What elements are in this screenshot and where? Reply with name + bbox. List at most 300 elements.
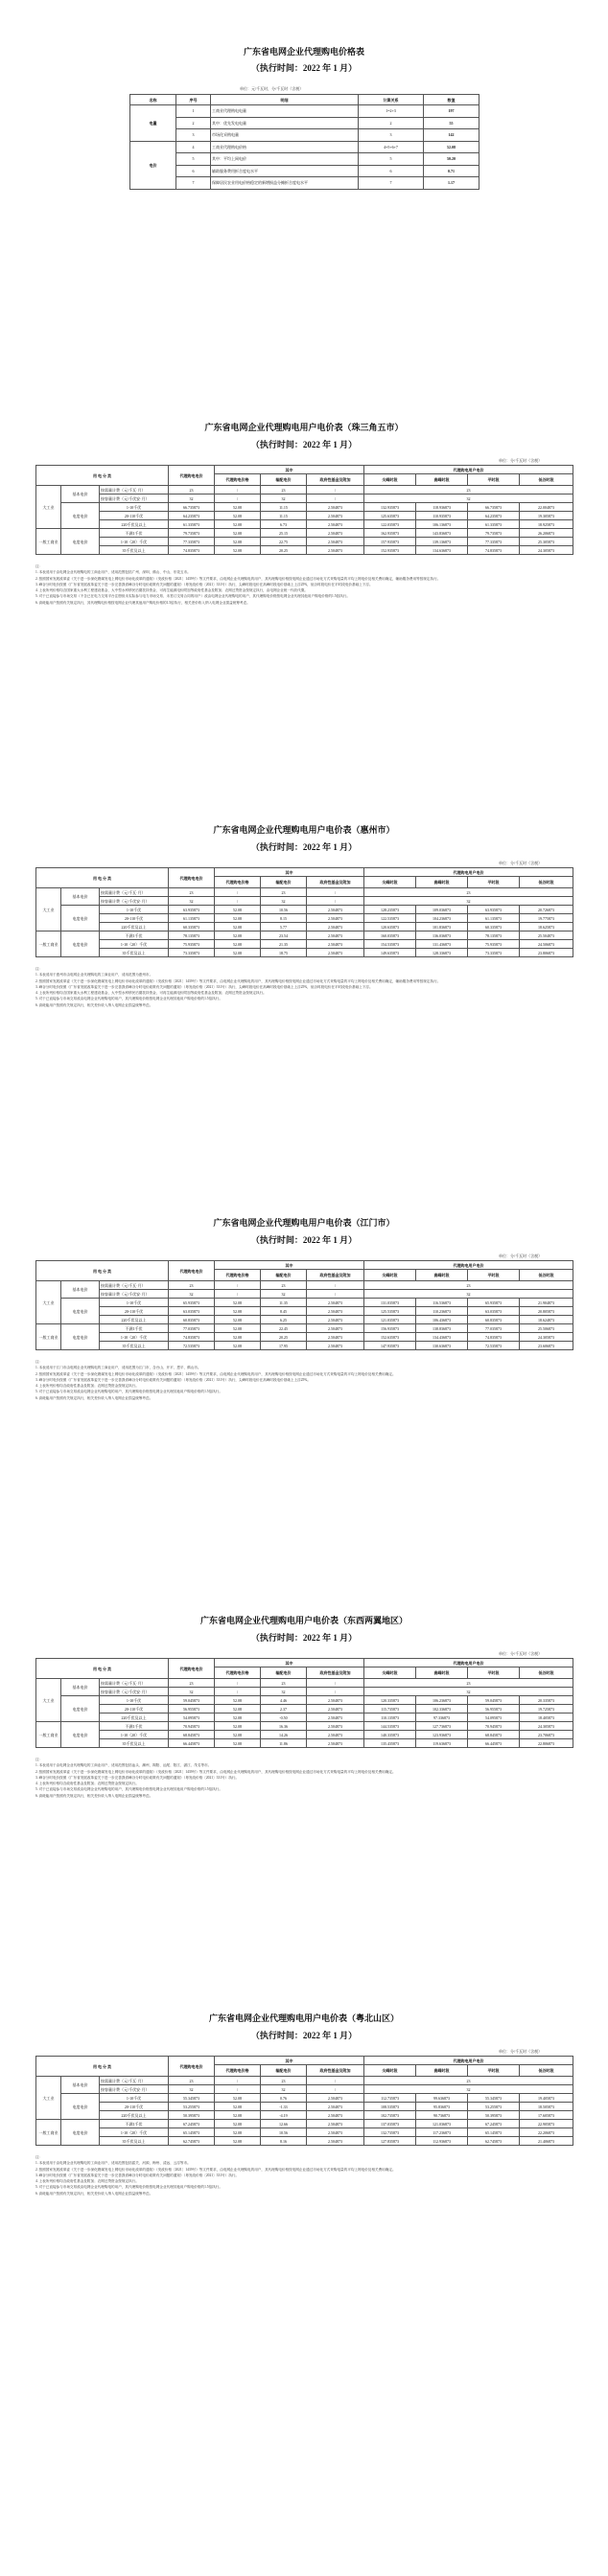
table-cell: /	[307, 494, 364, 503]
table-cell: 55.345873	[468, 2094, 520, 2103]
table-row	[36, 2077, 573, 2085]
table-cell: 132.735873	[364, 2128, 416, 2137]
table-cell: 138.836873	[416, 1324, 468, 1333]
header-cell: 其中	[215, 2057, 364, 2065]
table-cell: 2.504873	[307, 940, 364, 949]
table-cell: 73.335873	[169, 949, 215, 957]
table-row	[36, 1316, 573, 1324]
table-cell: 2.504873	[307, 1731, 364, 1739]
table-cell: 8.16	[261, 2137, 307, 2146]
table-cell: 22.206873	[520, 2128, 573, 2137]
table-subtitle: （执行时间：2022 年 1 月）	[250, 440, 358, 449]
table-cell: 1-10（20）千伏	[100, 1333, 169, 1342]
table-cell: 32	[261, 1290, 307, 1299]
category-cell: 一般工商业	[36, 2120, 61, 2146]
table-cell: 52.08	[215, 1316, 261, 1324]
table-cell: 2.504873	[307, 1324, 364, 1333]
table-cell: 按需量计费（元/千瓦·月）	[100, 1281, 169, 1290]
table-cell: 64.235873	[169, 512, 215, 520]
table-cell: 67.245873	[169, 2120, 215, 2128]
table-cell: 2.504873	[307, 1722, 364, 1731]
header-cell: 明细	[211, 95, 359, 105]
header-cell: 其中	[215, 466, 364, 474]
table-cell: 2.504873	[307, 2120, 364, 2128]
table-cell: 8.15	[261, 914, 307, 923]
table-cell: 21.904873	[520, 1299, 573, 1307]
table-cell: 20-110千伏	[100, 512, 169, 520]
sub-category-cell: 电度电价	[61, 1324, 100, 1350]
note-line: 2. 按照国家发展改革委《关于进一步深化燃煤发电上网电价市场化改革的通知》（发改价格〔2021〕1439号）等文件要求，由电网企业代理购电的用户，其代理购电价格按电网企业通过市场化方式采购电量的平均上网电价及相关费用确定，辅助服务费用等按规定执行。	[35, 576, 441, 581]
table-cell: 24.506873	[520, 940, 573, 949]
table-cell: 127.835873	[364, 2137, 416, 2146]
table-cell: 2.504873	[307, 546, 364, 555]
table-cell: 55	[424, 117, 479, 129]
table-cell: 按容量计费（元/千伏安·月）	[100, 2085, 169, 2094]
table-cell: 77.335873	[169, 538, 215, 546]
note-line: 6. 高耗能用户按照有关规定执行，相关差价收入纳入电网企业损益统筹考虑。	[35, 1395, 153, 1400]
header-cell: 输配电价	[261, 1668, 307, 1679]
table-cell: 78.135873	[468, 932, 520, 940]
table-cell: 其中：优先发电电量	[211, 117, 359, 129]
table-cell: 2.504873	[307, 1714, 364, 1722]
header-cell: 代理购电价格	[215, 1668, 261, 1679]
note-line: 6. 高耗能用户按照有关规定执行，相关差价收入纳入电网企业损益统筹考虑。	[35, 1793, 153, 1798]
table-row	[36, 1290, 573, 1299]
table-cell: -4.19	[261, 2111, 307, 2120]
table-cell: 1-10（20）千伏	[100, 940, 169, 949]
table-cell: 35千伏及以上	[100, 1739, 169, 1748]
table-notes	[35, 1359, 573, 1401]
table-notes	[35, 966, 573, 1008]
table-cell: 131.035873	[364, 1299, 416, 1307]
table-cell: 135.435873	[364, 1739, 416, 1748]
table-cell: 2.504873	[307, 1307, 364, 1316]
table-cell: 0.71	[424, 165, 479, 177]
table-cell: 6	[359, 165, 424, 177]
table-cell: 5	[176, 153, 211, 166]
table-cell: 32	[169, 1688, 215, 1696]
table-cell: 75.935873	[468, 940, 520, 949]
table-cell: 63.035873	[468, 1307, 520, 1316]
table-cell: 2	[359, 117, 424, 129]
note-line: 6. 高耗能用户按照有关规定执行，相关差价收入纳入电网企业损益统筹考虑。	[35, 2191, 153, 2196]
header-cell: 其中	[215, 868, 364, 877]
table-cell: 20.805873	[520, 1307, 573, 1316]
header-cell: 高峰时段	[416, 474, 468, 486]
table-cell: 23	[261, 2077, 307, 2085]
header-cell: 政府性基金及附加	[307, 1668, 364, 1679]
note-line: 3. 峰谷分时电价按照《广东省发展改革委关于进一步完善我省峰谷分时电价政策有关问题的通知》（粤发改价格〔2021〕331号）执行，尖峰时段电价在高峰时段电价基础上上浮25%。	[35, 1377, 311, 1382]
table-notes	[35, 564, 573, 606]
sub-category-cell: 基本电价	[61, 1679, 100, 1696]
table-cell: /	[307, 1679, 364, 1688]
table-cell: 1.17	[424, 177, 479, 190]
table-cell: /	[215, 2085, 261, 2094]
table-cell: 74.835873	[468, 546, 520, 555]
table-cell: 23.806873	[520, 949, 573, 957]
sub-category-cell: 电度电价	[61, 2094, 100, 2120]
table-cell: 66.735873	[169, 503, 215, 512]
table-row	[36, 1739, 573, 1748]
table-cell: 142	[424, 129, 479, 142]
table-cell: -1.33	[261, 2103, 307, 2111]
header-cell: 输配电价	[261, 877, 307, 888]
table-cell: 20.25	[261, 1333, 307, 1342]
table-cell: 75.935873	[169, 940, 215, 949]
table-cell: 220千伏及以上	[100, 2111, 169, 2120]
table-cell: 2.504873	[307, 1696, 364, 1705]
table-cell: 106.236873	[416, 1696, 468, 1705]
table-cell: 160.035873	[364, 932, 416, 940]
table-cell: 2.504873	[307, 914, 364, 923]
table-cell: 不满1千伏	[100, 2120, 169, 2128]
sub-category-cell: 电度电价	[61, 529, 100, 555]
header-cell: 代理购电电价	[169, 1659, 215, 1679]
table-cell: 121.036873	[416, 2120, 468, 2128]
table-cell: /	[215, 897, 261, 906]
table-cell: 60.335873	[169, 923, 215, 932]
table-cell: 127.736873	[416, 1722, 468, 1731]
table-cell: 157.935873	[364, 538, 416, 546]
note-line: 注：	[35, 2155, 43, 2159]
table-cell: 2.504873	[307, 520, 364, 529]
table-cell: 152.935873	[364, 546, 416, 555]
note-line: 2. 按照国家发展改革委《关于进一步深化燃煤发电上网电价市场化改革的通知》（发改价格〔2021〕1439号）等文件要求，由电网企业代理购电的用户，其代理购电价格按电网企业通过市场化方式采购电量的平均上网电价及相关费用确定。	[35, 1769, 396, 1774]
sub-category-cell: 电度电价	[61, 1696, 100, 1722]
table-row	[36, 2094, 573, 2103]
table-cell: 2.504873	[307, 1705, 364, 1714]
note-line: 4. 上表所列价格均含政府性基金及附加；农网还贷资金按规定执行。	[35, 2179, 139, 2184]
header-cell: 用 电 分 类	[36, 1261, 169, 1281]
table-cell: 11.15	[261, 503, 307, 512]
table-row	[130, 177, 479, 190]
table-cell: 3	[359, 129, 424, 142]
table-cell: 73.335873	[468, 949, 520, 957]
sub-category-cell: 电度电价	[61, 1299, 100, 1324]
table-cell: 117.236873	[416, 2128, 468, 2137]
table-row	[36, 1679, 573, 1688]
table-row	[36, 2128, 573, 2137]
table-cell: 23	[261, 486, 307, 494]
table-cell: 123.936873	[416, 1731, 468, 1739]
table-cell: 50.395873	[468, 2111, 520, 2120]
table-cell: 52.08	[215, 2111, 261, 2120]
table-cell: 70.945873	[468, 1722, 520, 1731]
table-cell: 147.935873	[364, 1342, 416, 1350]
header-cell: 平时段	[468, 474, 520, 486]
table-cell: 2.504873	[307, 503, 364, 512]
group-label-price: 电价	[130, 141, 176, 189]
table-cell: 23	[261, 1281, 307, 1290]
table-cell: /	[307, 888, 364, 897]
table-cell: /	[307, 1290, 364, 1299]
table-cell: 102.735873	[364, 2111, 416, 2120]
table-cell: 52.08	[215, 932, 261, 940]
table-cell: 152.635873	[364, 1333, 416, 1342]
header-cell: 平时段	[468, 2065, 520, 2077]
table-row	[36, 2120, 573, 2128]
table-cell: 1=2+3	[359, 105, 424, 118]
table-cell: 23	[364, 888, 573, 897]
table-unit: 单位：分/千瓦时（含税）	[499, 1254, 543, 1258]
header-cell: 用 电 分 类	[36, 466, 169, 486]
table-unit: 单位：分/千瓦时（含税）	[499, 861, 543, 865]
table-title: 广东省电网企业代理购电用户电价表（珠三角五市）	[204, 423, 404, 432]
table-cell: 23	[364, 1281, 573, 1290]
group-label-quantity: 电量	[130, 105, 176, 142]
table-cell: 辅助服务费用折合度电水平	[211, 165, 359, 177]
sub-category-cell: 基本电价	[61, 486, 100, 503]
note-line: 3. 峰谷分时电价按照《广东省发展改革委关于进一步完善我省峰谷分时电价政策有关问题的通知》（粤发改价格〔2021〕331号）执行，尖峰时段电价在高峰时段电价基础上上浮25%，低谷时段电价在平时段电价基础上下浮。	[35, 984, 373, 989]
table-cell: 52.08	[215, 1731, 261, 1739]
table-cell: 95.836873	[416, 2103, 468, 2111]
table-cell: 56.955873	[468, 1705, 520, 1714]
table-row	[130, 153, 479, 166]
table-cell: 50.395873	[169, 2111, 215, 2120]
table-cell: /	[215, 494, 261, 503]
header-cell: 高峰时段	[416, 2065, 468, 2077]
table-cell: 74.835873	[169, 1333, 215, 1342]
table-row	[36, 1731, 573, 1739]
header-cell: 其中	[215, 1659, 364, 1668]
table-cell: 72.535873	[468, 1342, 520, 1350]
note-line: 4. 上表所列价格均含国家重大水利工程建设基金、大中型水库移民后期扶持资金、可再生能源电价附加等政府性基金及附加；农网还贷资金按规定执行，由电网企业统一代收代缴。	[35, 588, 308, 593]
table-cell: 61.135873	[468, 914, 520, 923]
table-cell: 144.535873	[364, 1722, 416, 1731]
header-cell: 尖峰时段	[364, 1668, 416, 1679]
table-cell: 131.436873	[416, 940, 468, 949]
table-cell: 按容量计费（元/千伏安·月）	[100, 494, 169, 503]
table-cell: 52.08	[215, 1696, 261, 1705]
table-cell: 79.735873	[468, 529, 520, 538]
table-cell: 52.08	[215, 1714, 261, 1722]
table-cell: 55.345873	[169, 2094, 215, 2103]
table-cell: 24.305873	[520, 546, 573, 555]
table-cell: 77.035873	[468, 1324, 520, 1333]
table-cell: 22.905873	[520, 2120, 573, 2128]
header-cell: 用 电 分 类	[36, 2057, 169, 2077]
table-cell: 99.636873	[416, 2094, 468, 2103]
table-cell: 2.504873	[307, 1316, 364, 1324]
table-cell: 130.636873	[416, 1342, 468, 1350]
table-cell: 工商业代理购电价格	[211, 141, 359, 153]
table-cell: 22.004873	[520, 503, 573, 512]
table-cell: 122.535873	[364, 914, 416, 923]
table-cell: 11.15	[261, 512, 307, 520]
table-row	[36, 1705, 573, 1714]
note-line: 6. 高耗能用户按照有关规定执行，相关差价收入纳入电网企业损益统筹考虑。	[35, 1002, 153, 1007]
note-line: 2. 按照国家发展改革委《关于进一步深化燃煤发电上网电价市场化改革的通知》（发改价格〔2021〕1439号）等文件要求，由电网企业代理购电的用户，其代理购电价格按电网企业通过市场化方式采购电量的平均上网电价及相关费用确定。	[35, 1371, 396, 1376]
table-cell: 52.08	[215, 546, 261, 555]
summary-subtitle: （执行时间：2022 年 1 月）	[250, 63, 358, 73]
sub-category-cell: 基本电价	[61, 1281, 100, 1299]
table-cell: 104.236873	[416, 914, 468, 923]
price-table	[35, 2056, 573, 2146]
table-cell: /	[215, 1679, 261, 1688]
table-cell: 52.08	[215, 1333, 261, 1342]
table-cell: 16.36	[261, 1722, 307, 1731]
table-cell: 按容量计费（元/千伏安·月）	[100, 1688, 169, 1696]
header-cell: 低谷时段	[520, 2065, 573, 2077]
table-cell: 53.255873	[169, 2103, 215, 2111]
table-row	[36, 906, 573, 914]
note-line: 5. 对于已直接参与市场交易（不含已在电力交易平台注册但未实际参与电力市场交易、未签订交易合同的用户）改由电网企业代理购电的用户，其代理购电价格按电网企业代理其他用户购电价格的1.5倍执行。	[35, 594, 350, 599]
table-cell: 10.56	[261, 906, 307, 914]
table-cell: 10.56	[261, 2128, 307, 2137]
table-cell: 65.145873	[169, 2128, 215, 2137]
header-cell: 尖峰时段	[364, 1270, 416, 1281]
table-cell: 22.75	[261, 538, 307, 546]
table-cell: 23	[261, 1679, 307, 1688]
table-row	[130, 105, 479, 118]
table-row	[36, 520, 573, 529]
table-cell: 3	[176, 129, 211, 142]
table-cell: 11.35	[261, 1299, 307, 1307]
table-unit: 单位：分/千瓦时（含税）	[499, 458, 543, 463]
table-cell: 25.305873	[520, 538, 573, 546]
table-cell: 70.945873	[169, 1722, 215, 1731]
table-cell: 63.035873	[169, 1307, 215, 1316]
table-cell: 1-10千伏	[100, 503, 169, 512]
table-cell: 121.035873	[364, 1316, 416, 1324]
table-cell: /	[307, 2077, 364, 2085]
note-line: 注：	[35, 967, 43, 971]
table-cell: 79.735873	[169, 529, 215, 538]
table-subtitle: （执行时间：2022 年 1 月）	[250, 1235, 358, 1245]
table-cell: 56.955873	[169, 1705, 215, 1714]
table-cell: 23.706873	[520, 1731, 573, 1739]
note-line: 5. 对于已直接参与市场交易改由电网企业代理购电的用户，其代理购电价格按电网企业代理其他用户购电价格的1.5倍执行。	[35, 2185, 222, 2190]
header-cell: 平时段	[468, 877, 520, 888]
sub-category-cell: 电度电价	[61, 906, 100, 932]
table-cell: 120.335873	[364, 1696, 416, 1705]
note-line: 5. 对于已直接参与市场交易改由电网企业代理购电的用户，其代理购电价格按电网企业代理其他用户购电价格的1.5倍执行。	[35, 1787, 222, 1792]
table-cell: 66.445873	[169, 1739, 215, 1748]
table-cell: 52.08	[215, 2120, 261, 2128]
table-cell: 32	[364, 2085, 573, 2094]
header-cell: 代理购电价格	[215, 1270, 261, 1281]
table-cell: 112.936873	[416, 2137, 468, 2146]
table-cell: 156.935873	[364, 1324, 416, 1333]
table-row	[36, 538, 573, 546]
header-cell: 代理购电电价	[169, 1261, 215, 1281]
table-cell: 65.935873	[169, 1299, 215, 1307]
category-cell: 大工业	[36, 1679, 61, 1722]
table-cell: 7	[176, 177, 211, 190]
table-row	[36, 1722, 573, 1731]
table-cell: 72.535873	[169, 1342, 215, 1350]
table-cell: /	[307, 1281, 364, 1290]
table-cell: 2.504873	[307, 1299, 364, 1307]
table-notes	[35, 1757, 573, 1799]
table-cell: /	[215, 486, 261, 494]
table-cell: /	[215, 2077, 261, 2085]
table-cell: 2.504873	[307, 932, 364, 940]
table-cell: 134.636873	[416, 546, 468, 555]
note-line: 注：	[35, 564, 43, 568]
header-cell: 代理购电用户电价	[364, 2057, 573, 2065]
table-cell: 25.504873	[520, 932, 573, 940]
note-line: 2. 按照国家发展改革委《关于进一步深化燃煤发电上网电价市场化改革的通知》（发改价格〔2021〕1439号）等文件要求，由电网企业代理购电的用户，其代理购电价格按电网企业通过市场化方式采购电量的平均上网电价及相关费用确定，辅助服务费用等按规定执行。	[35, 978, 441, 983]
header-cell: 用 电 分 类	[36, 1659, 169, 1679]
table-cell: 1-10千伏	[100, 906, 169, 914]
table-cell: 60.835873	[468, 1316, 520, 1324]
table-cell: 54.095873	[169, 1714, 215, 1722]
table-cell: 115.735873	[364, 1705, 416, 1714]
header-cell: 政府性基金及附加	[307, 2065, 364, 2077]
table-cell: 2.504873	[307, 512, 364, 520]
table-cell: 2.37	[261, 1705, 307, 1714]
table-cell: 2.504873	[307, 2094, 364, 2103]
header-cell: 输配电价	[261, 1270, 307, 1281]
table-cell: 2.504873	[307, 1342, 364, 1350]
table-cell: 32	[169, 494, 215, 503]
table-cell: 按容量计费（元/千伏安·月）	[100, 897, 169, 906]
table-cell: 18.624873	[520, 1316, 573, 1324]
table-row	[36, 2085, 573, 2094]
table-row	[130, 165, 479, 177]
table-title: 广东省电网企业代理购电用户电价表（江门市）	[213, 1218, 395, 1228]
table-cell: 20-110千伏	[100, 2103, 169, 2111]
table-cell: 68.845873	[468, 1731, 520, 1739]
table-cell: 2.504873	[307, 923, 364, 932]
table-row	[130, 117, 479, 129]
table-cell: 17.95	[261, 1342, 307, 1350]
note-line: 注：	[35, 1360, 43, 1364]
table-cell: 116.536873	[416, 1299, 468, 1307]
table-cell: 78.135873	[169, 932, 215, 940]
table-cell: 119.636873	[416, 1739, 468, 1748]
table-cell: 52.08	[215, 1299, 261, 1307]
table-cell: 6.25	[261, 1316, 307, 1324]
table-cell: 137.035873	[364, 2120, 416, 2128]
table-cell: 21.406873	[520, 2137, 573, 2146]
table-cell: 23.606873	[520, 1342, 573, 1350]
table-cell: 32	[364, 494, 573, 503]
table-cell: 32	[364, 1688, 573, 1696]
table-cell: 32	[261, 1688, 307, 1696]
table-cell: 32	[364, 897, 573, 906]
table-cell: 1-10（20）千伏	[100, 538, 169, 546]
summary-title: 广东省电网企业代理购电价格表	[243, 47, 364, 57]
table-row	[36, 2103, 573, 2111]
header-cell: 数值	[424, 95, 479, 105]
table-cell: 132.935873	[364, 503, 416, 512]
table-row	[36, 486, 573, 494]
header-cell: 代理购电价格	[215, 474, 261, 486]
header-cell: 低谷时段	[520, 1668, 573, 1679]
table-cell: 35千伏及以上	[100, 2137, 169, 2146]
note-line: 2. 按照国家发展改革委《关于进一步深化燃煤发电上网电价市场化改革的通知》（发改价格〔2021〕1439号）等文件要求，由电网企业代理购电的用户，其代理购电价格按电网企业通过市场化方式采购电量的平均上网电价及相关费用确定。	[35, 2167, 396, 2172]
table-cell: 220千伏及以上	[100, 1316, 169, 1324]
summary-unit: 单位：元/千瓦时，分/千瓦时（含税）	[240, 86, 304, 91]
table-cell: 139.136873	[416, 538, 468, 546]
table-cell: 220千伏及以上	[100, 520, 169, 529]
table-cell: 2.504873	[307, 2137, 364, 2146]
table-cell: 61.335873	[468, 520, 520, 529]
note-line: 1. 本表适用于由电网企业代理购电的工商业用户，适用范围包括汕头、潮州、揭阳、汕尾、阳江、湛江、茂名等市。	[35, 1763, 212, 1768]
header-cell: 政府性基金及附加	[307, 474, 364, 486]
header-cell: 代理购电价格	[215, 2065, 261, 2077]
table-row	[36, 1307, 573, 1316]
table-cell: 18.405873	[520, 1714, 573, 1722]
table-cell: 26.206873	[520, 529, 573, 538]
table-cell: 24.305873	[520, 1333, 573, 1342]
table-cell: 4.46	[261, 1696, 307, 1705]
table-cell: 2.504873	[307, 529, 364, 538]
table-cell: /	[215, 1688, 261, 1696]
category-cell: 一般工商业	[36, 1324, 61, 1350]
